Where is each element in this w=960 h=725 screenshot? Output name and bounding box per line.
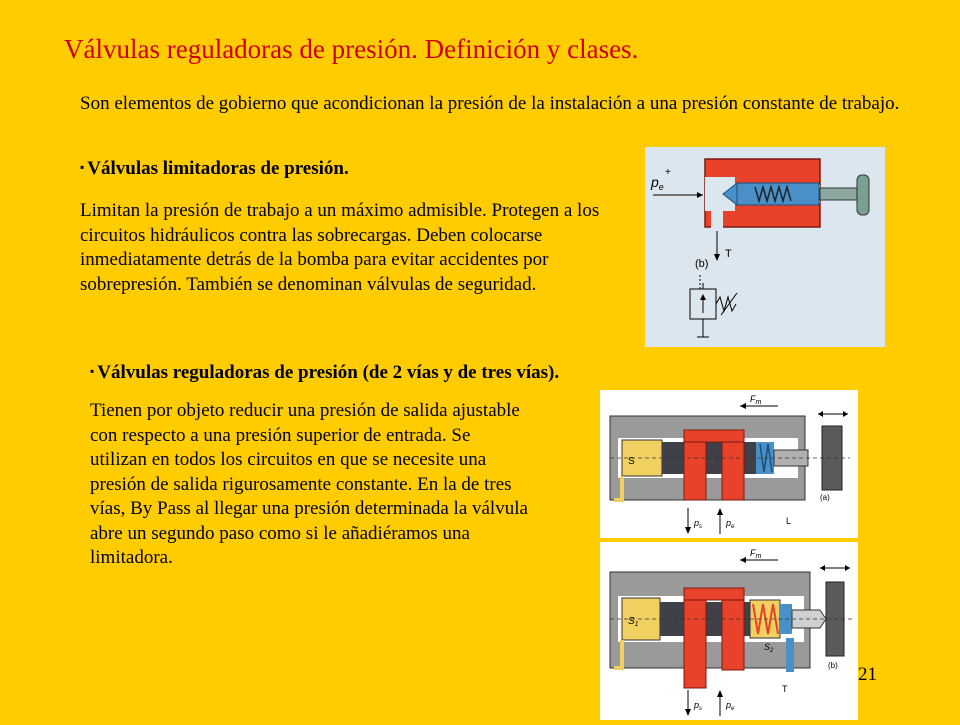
intro-text: Son elementos de gobierno que acondicionan la presión de la instalación a una presión constante de trabajo. [80, 93, 900, 114]
pe-sub: e [658, 182, 664, 192]
section-body-regulators: Tienen por objeto reducir una presión de salida ajustable con respecto a una presión superior de entrada. Se utilizan en todos los circuitos en que se necesite una presión de salida rigurosamente constante. En la de tres vías, By Pass al llegar una presión determinada la válvula abre un segundo paso como si le añadiéramos una limitadora. [90, 400, 528, 568]
a-label: (a) [820, 493, 830, 502]
fm-sub: m [755, 399, 762, 406]
fm-sub: m [755, 553, 762, 560]
s1-label: S [628, 616, 635, 627]
s-label: S [628, 456, 635, 467]
bullet-icon: ▪ [80, 160, 85, 174]
t-label: T [782, 684, 788, 694]
regulator-3way-diagram [600, 542, 858, 720]
ps-sub: s [699, 706, 703, 712]
ps-label: p [694, 518, 700, 528]
ps-sub: s [699, 524, 703, 530]
fm-label: F [750, 548, 756, 558]
plus-label: + [665, 167, 671, 178]
section-body-limiters: Limitan la presión de trabajo a un máximo admisible. Protegen a los circuitos hidráulicos contra las sobrecargas. Deben colocarse inmediatamente detrás de la bomba para evitar accidentes por sobrepresión. También se denominan válvulas de seguridad. [80, 200, 600, 295]
s2-label: S [764, 642, 771, 652]
heading-text: Válvulas reguladoras de presión (de 2 vías y de tres vías). [97, 362, 560, 383]
section-heading-limiters [80, 158, 349, 180]
pe-label: p [726, 518, 732, 528]
t-label: T [725, 248, 732, 260]
s1-sub: 1 [634, 621, 639, 628]
page-number: 21 [858, 664, 877, 685]
l-label: L [786, 516, 792, 526]
regulator-2way-diagram [600, 390, 858, 538]
s2-sub: 2 [770, 648, 774, 654]
ps-label: p [694, 700, 700, 710]
b-label: (b) [695, 258, 709, 270]
bullet-icon: ▪ [90, 364, 95, 378]
b-label: (b) [828, 661, 838, 670]
heading-text: Válvulas limitadoras de presión. [87, 158, 349, 179]
pe-label: p [726, 700, 732, 710]
slide-title: Válvulas reguladoras de presión. Definición y clases. [64, 34, 639, 64]
pe-label: p [651, 174, 659, 190]
fm-label: F [750, 394, 756, 404]
pe-sub: e [731, 524, 735, 530]
section-heading-regulators [90, 362, 559, 384]
pe-sub: e [731, 706, 735, 712]
limiter-valve-diagram [645, 147, 885, 347]
